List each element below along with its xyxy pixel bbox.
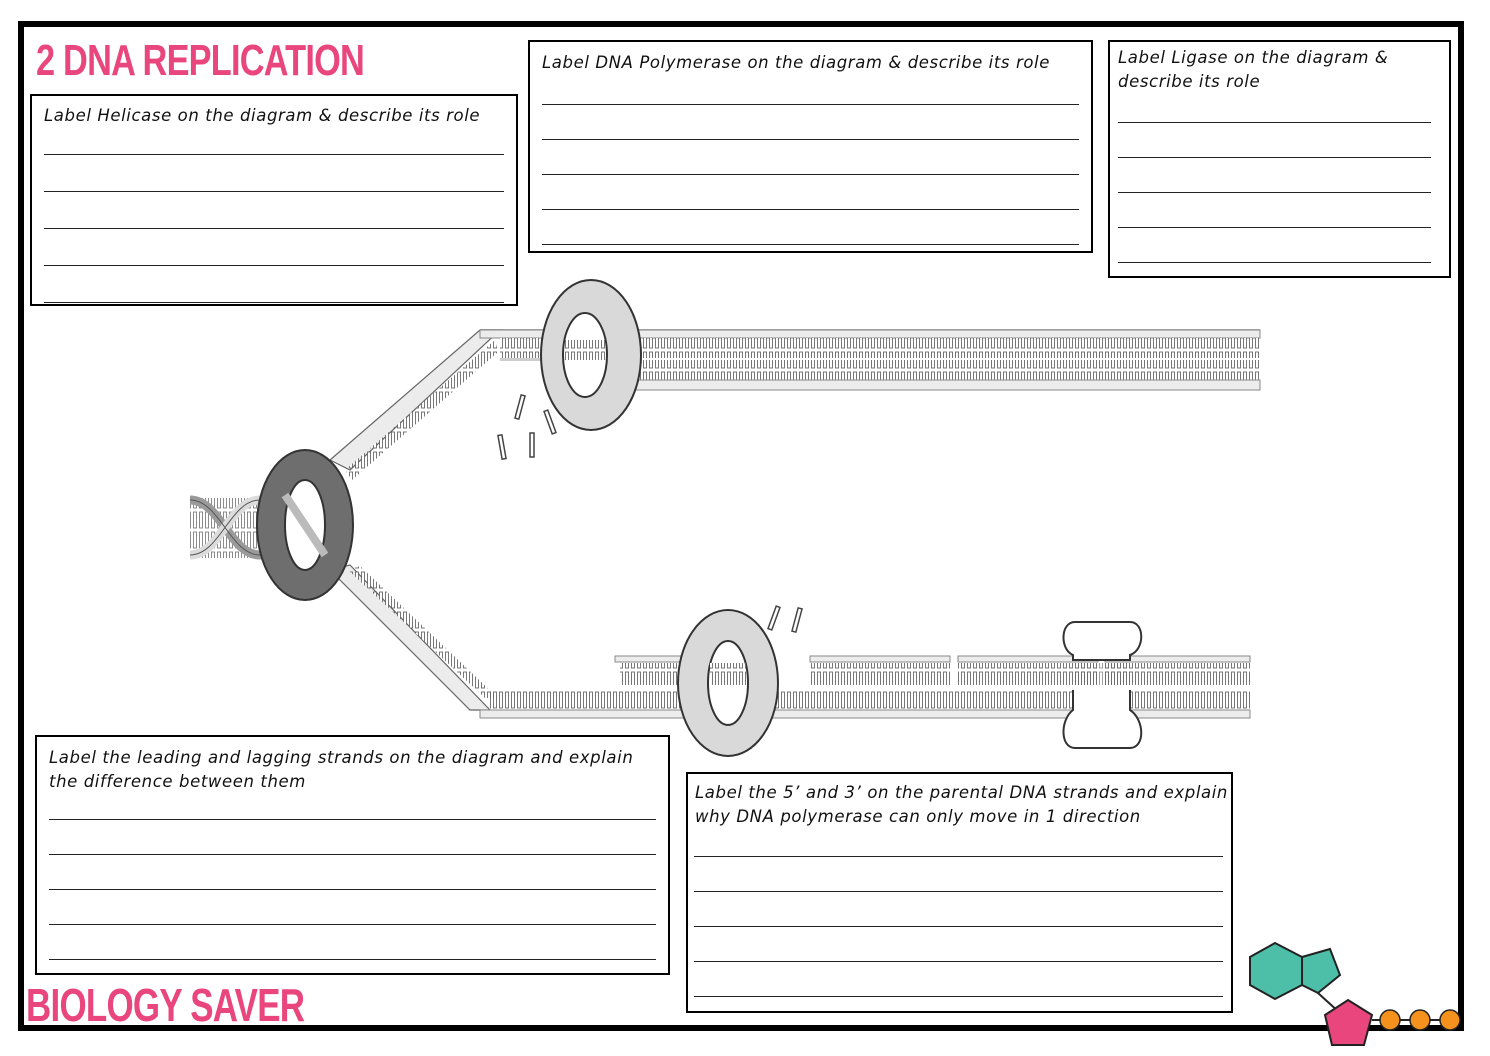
answer-line[interactable]: [694, 856, 1223, 857]
answer-line[interactable]: [1118, 227, 1431, 228]
answer-line[interactable]: [49, 959, 656, 960]
answer-line[interactable]: [49, 889, 656, 890]
answer-line[interactable]: [542, 174, 1079, 175]
ends-question: Label the 5’ and 3’ on the parental DNA strands and explain why DNA polymerase can only move in 1 direction: [695, 783, 1228, 826]
ends-question-box: [686, 772, 1233, 1013]
answer-line[interactable]: [694, 926, 1223, 927]
helicase-enzyme: [257, 450, 353, 600]
brand-logo: [26, 978, 392, 1032]
molecule-decoration-icon: [1240, 935, 1470, 1050]
answer-line[interactable]: [694, 891, 1223, 892]
strands-question-box: [35, 735, 670, 975]
page-title: 2 DNA REPLICATION: [36, 36, 365, 85]
ligase-question-box: [1108, 40, 1451, 278]
ligase-question: Label Ligase on the diagram & describe its role: [1118, 48, 1389, 91]
helicase-question: Label Helicase on the diagram & describe its role: [44, 106, 481, 125]
strands-question: Label the leading and lagging strands on the diagram and explain the difference between them: [49, 748, 634, 791]
brand-text: BIOLOGY SAVER: [26, 979, 305, 1031]
answer-line[interactable]: [542, 104, 1079, 105]
answer-line[interactable]: [44, 228, 504, 229]
answer-line[interactable]: [542, 244, 1079, 245]
polymerase-question-box: [528, 40, 1093, 253]
answer-line[interactable]: [694, 961, 1223, 962]
lower-dna-polymerase: [678, 610, 778, 756]
polymerase-question: Label DNA Polymerase on the diagram & describe its role: [542, 53, 1050, 72]
answer-line[interactable]: [1118, 192, 1431, 193]
answer-line[interactable]: [49, 854, 656, 855]
answer-line[interactable]: [44, 154, 504, 155]
answer-line[interactable]: [1118, 122, 1431, 123]
answer-line[interactable]: [694, 996, 1223, 997]
upper-dna-polymerase: [541, 280, 641, 430]
answer-line[interactable]: [49, 924, 656, 925]
answer-line[interactable]: [1118, 157, 1431, 158]
dna-replication-diagram: [180, 270, 1270, 770]
answer-line[interactable]: [49, 819, 656, 820]
answer-line[interactable]: [44, 265, 504, 266]
answer-line[interactable]: [542, 209, 1079, 210]
answer-line[interactable]: [542, 139, 1079, 140]
dna-ligase: [1063, 622, 1141, 748]
answer-line[interactable]: [44, 191, 504, 192]
answer-line[interactable]: [1118, 262, 1431, 263]
